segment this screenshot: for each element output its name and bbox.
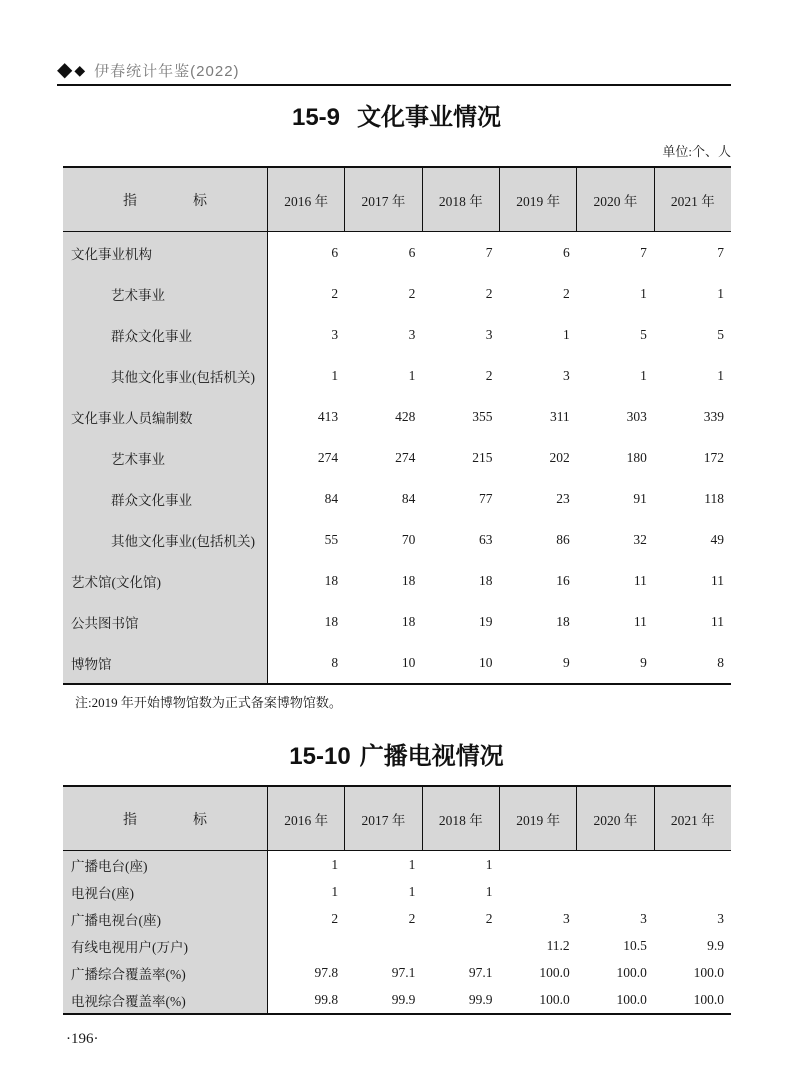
year-column-header: 2016 年: [284, 193, 329, 209]
value-cell: 100.0: [693, 964, 725, 980]
value-cell: 3: [640, 910, 647, 926]
table-row: [63, 396, 731, 437]
value-cell: 355: [472, 408, 493, 424]
value-cell: 1: [331, 367, 339, 383]
table2-title: [0, 736, 793, 771]
year-column-header: 2019 年: [499, 787, 576, 850]
indicator-label: 公共图书馆: [63, 601, 268, 642]
value-cell: 3: [331, 326, 339, 342]
value-cell: 1: [640, 285, 647, 301]
table1-title: [0, 97, 793, 132]
value-cell: 413: [317, 408, 339, 424]
value-cell: 99.9: [391, 991, 416, 1007]
indicator-column-header: 指 标: [63, 787, 268, 850]
value-cell: 18: [479, 572, 493, 588]
value-cell: 3: [562, 367, 570, 383]
value-cell: 1: [408, 367, 416, 383]
year-column-header: 2021 年: [654, 787, 731, 850]
value-cell: [500, 878, 577, 905]
value-cell: 18: [324, 613, 339, 629]
value-cell: 100.0: [616, 991, 647, 1007]
value-cell: 2: [408, 285, 416, 301]
yearbook-title: 伊春统计年鉴(2022): [94, 62, 240, 80]
value-cell: 180: [626, 449, 647, 465]
value-cell: [654, 851, 731, 878]
value-cell: 1: [562, 326, 570, 342]
table-row: [63, 314, 731, 355]
value-cell: 339: [703, 408, 725, 424]
diamond-icon-large: ◆: [57, 59, 73, 81]
value-cell: 2: [485, 367, 493, 383]
year-column-header: 2020 年: [576, 787, 653, 850]
value-cell: 77: [479, 490, 493, 506]
value-cell: 10.5: [623, 937, 647, 953]
indicator-label: 艺术馆(文化馆): [63, 560, 268, 601]
value-cell: 2: [331, 285, 339, 301]
value-cell: 70: [401, 531, 416, 547]
value-cell: 100.0: [539, 964, 570, 980]
value-cell: [577, 851, 654, 878]
year-column-header: 2021 年: [654, 168, 731, 231]
table2-title-number: 15-10: [289, 743, 351, 770]
value-cell: 84: [324, 490, 339, 506]
value-cell: 215: [472, 449, 493, 465]
diamond-icon-small: ◆: [74, 62, 86, 78]
value-cell: 1: [485, 856, 493, 872]
value-cell: 303: [626, 408, 647, 424]
indicator-label: 群众文化事业: [63, 314, 268, 355]
table-row: [63, 851, 731, 878]
table-row: [63, 986, 731, 1013]
value-cell: 9: [640, 654, 647, 670]
page-number: ·196·: [66, 1031, 99, 1047]
table-row: [63, 519, 731, 560]
year-column-header: 2018 年: [422, 787, 499, 850]
value-cell: 6: [331, 244, 339, 260]
table-header-row: [63, 168, 731, 232]
value-cell: 311: [549, 408, 570, 424]
page-header: [57, 56, 731, 86]
value-cell: 32: [633, 531, 647, 547]
value-cell: 428: [395, 408, 416, 424]
value-cell: 2: [331, 910, 339, 926]
value-cell: 99.9: [468, 991, 493, 1007]
value-cell: 274: [395, 449, 416, 465]
table2-title-text: 广播电视情况: [359, 743, 504, 770]
table-row: [63, 642, 731, 683]
value-cell: 11: [711, 613, 725, 629]
table-row: [63, 601, 731, 642]
indicator-label: 文化事业机构: [63, 232, 268, 273]
unit-label: 单位:个、人: [662, 144, 731, 159]
table-header-row: [63, 787, 731, 851]
table-row: [63, 437, 731, 478]
year-column-header: 2017 年: [344, 787, 421, 850]
indicator-label: 群众文化事业: [63, 478, 268, 519]
value-cell: 18: [324, 572, 339, 588]
table-body: [63, 851, 731, 1013]
value-cell: 2: [408, 910, 416, 926]
value-cell: 8: [331, 654, 339, 670]
value-cell: [422, 932, 499, 959]
table-row: [63, 478, 731, 519]
value-cell: 3: [562, 910, 570, 926]
indicator-label: 艺术事业: [63, 273, 268, 314]
value-cell: 18: [401, 613, 416, 629]
value-cell: 118: [704, 490, 725, 506]
value-cell: 1: [408, 856, 416, 872]
table1-title-text: 文化事业情况: [357, 104, 502, 131]
value-cell: 7: [717, 244, 725, 260]
year-column-header: 2016 年: [284, 812, 329, 828]
table1-title-number: 15-9: [291, 104, 341, 131]
value-cell: 100.0: [539, 991, 570, 1007]
table-row: [63, 959, 731, 986]
value-cell: 5: [717, 326, 725, 342]
indicator-label: 博物馆: [63, 642, 268, 683]
value-cell: 1: [717, 285, 725, 301]
value-cell: [654, 878, 731, 905]
year-column-header: 2017 年: [344, 168, 421, 231]
value-cell: 8: [717, 654, 725, 670]
value-cell: 1: [331, 856, 339, 872]
value-cell: 2: [485, 910, 493, 926]
indicator-label: 电视台(座): [63, 878, 268, 905]
value-cell: 49: [710, 531, 725, 547]
value-cell: 3: [485, 326, 493, 342]
value-cell: 3: [408, 326, 416, 342]
value-cell: 2: [485, 285, 493, 301]
value-cell: [268, 932, 345, 959]
value-cell: 97.8: [314, 964, 339, 980]
table-row: [63, 905, 731, 932]
value-cell: 1: [717, 367, 725, 383]
value-cell: 2: [562, 285, 570, 301]
indicator-label: 艺术事业: [63, 437, 268, 478]
value-cell: 274: [317, 449, 339, 465]
table-row: [63, 560, 731, 601]
table-row: [63, 355, 731, 396]
value-cell: 1: [408, 883, 416, 899]
value-cell: 55: [324, 531, 339, 547]
year-column-header: 2019 年: [499, 168, 576, 231]
value-cell: 3: [717, 910, 725, 926]
value-cell: 11: [633, 613, 647, 629]
indicator-column-header: 指 标: [63, 168, 268, 231]
table-row: [63, 878, 731, 905]
value-cell: [577, 878, 654, 905]
value-cell: 86: [556, 531, 570, 547]
value-cell: 91: [633, 490, 647, 506]
table-row: [63, 232, 731, 273]
radio-tv-table: [63, 785, 731, 1015]
table-body: [63, 232, 731, 683]
value-cell: 11: [633, 572, 647, 588]
indicator-label: 文化事业人员编制数: [63, 396, 268, 437]
value-cell: 23: [556, 490, 570, 506]
value-cell: 99.8: [314, 991, 339, 1007]
value-cell: 6: [408, 244, 416, 260]
value-cell: 97.1: [468, 964, 493, 980]
value-cell: 1: [485, 883, 493, 899]
value-cell: 7: [640, 244, 647, 260]
value-cell: 100.0: [693, 991, 725, 1007]
culture-undertakings-table: [63, 166, 731, 685]
value-cell: [500, 851, 577, 878]
value-cell: 5: [640, 326, 647, 342]
indicator-label: 电视综合覆盖率(%): [63, 986, 268, 1013]
value-cell: 172: [703, 449, 725, 465]
value-cell: 1: [640, 367, 647, 383]
value-cell: 11.2: [546, 937, 570, 953]
indicator-label: 其他文化事业(包括机关): [63, 355, 268, 396]
value-cell: 84: [401, 490, 416, 506]
indicator-label: 有线电视用户(万户): [63, 932, 268, 959]
year-column-header: 2018 年: [422, 168, 499, 231]
value-cell: [345, 932, 422, 959]
value-cell: 97.1: [391, 964, 416, 980]
value-cell: 19: [479, 613, 493, 629]
value-cell: 10: [401, 654, 416, 670]
value-cell: 1: [331, 883, 339, 899]
table-row: [63, 273, 731, 314]
indicator-label: 广播电台(座): [63, 851, 268, 878]
value-cell: 7: [485, 244, 493, 260]
value-cell: 202: [549, 449, 570, 465]
indicator-label: 其他文化事业(包括机关): [63, 519, 268, 560]
value-cell: 18: [401, 572, 416, 588]
table1-note: 注:2019 年开始博物馆数为正式备案博物馆数。: [75, 695, 342, 710]
indicator-label: 广播电视台(座): [63, 905, 268, 932]
year-column-header: 2020 年: [576, 168, 653, 231]
value-cell: 63: [479, 531, 493, 547]
table-row: [63, 932, 731, 959]
value-cell: 10: [479, 654, 493, 670]
value-cell: 6: [562, 244, 570, 260]
value-cell: 9: [562, 654, 570, 670]
indicator-label: 广播综合覆盖率(%): [63, 959, 268, 986]
value-cell: 100.0: [616, 964, 647, 980]
value-cell: 16: [556, 572, 570, 588]
value-cell: 9.9: [707, 937, 725, 953]
value-cell: 18: [556, 613, 570, 629]
value-cell: 11: [711, 572, 725, 588]
